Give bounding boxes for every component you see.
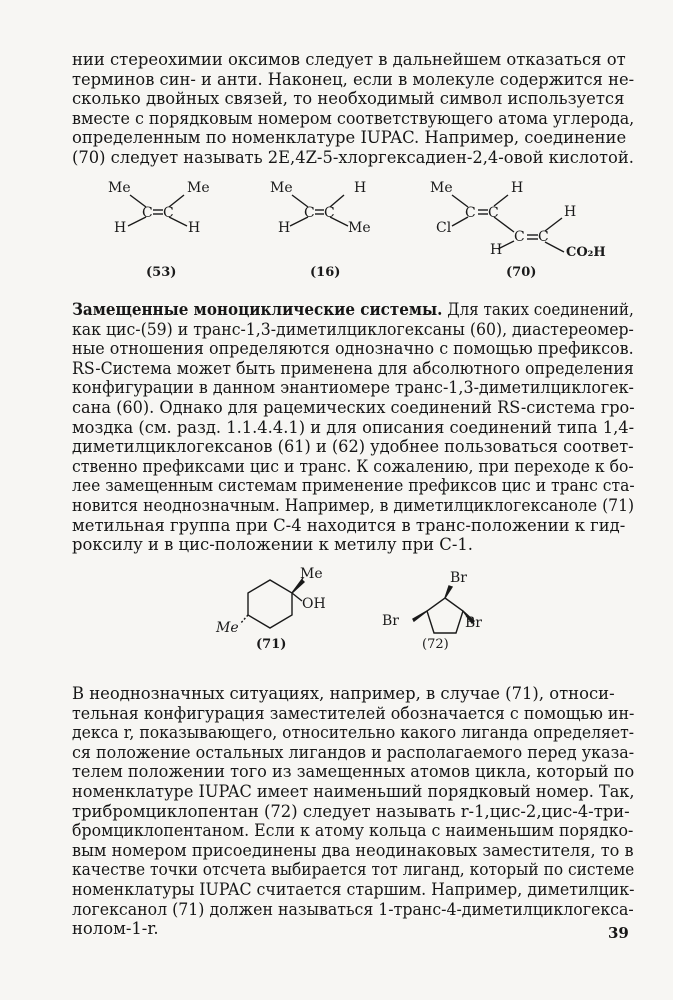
label-h: H (114, 220, 127, 236)
section-heading: Замещенные моноциклические системы. (72, 300, 443, 319)
text-line: новится неоднозначным. Например, в диметилциклогексаноле (71) (72, 495, 635, 515)
text-line: RS-Система может быть применена для абсолютного определения (72, 358, 634, 378)
label-c: C (142, 205, 153, 221)
compound-number-71: (71) (256, 637, 287, 652)
text-line: диметилциклогексанов (61) и (62) удобнее пользоваться соответ- (72, 437, 634, 457)
text-line: вым номером присоединены два неодинаковых заместителя, то в (72, 840, 634, 860)
label-c: C (304, 205, 315, 221)
label-oh: OH (302, 596, 326, 612)
label-c: C (465, 205, 476, 221)
label-cl: Cl (436, 220, 452, 236)
text-line: телем положении того из замещенных атомов цикла, который по (72, 762, 635, 782)
label-c: C (488, 205, 499, 221)
label-me: Me (187, 180, 210, 196)
text-line: (70) следует называть 2E,4Z-5-хлоргексадиен-2,4-овой кислотой. (72, 147, 634, 167)
text-line: нолом-1-r. (72, 919, 159, 939)
compound-number-72: (72) (422, 637, 449, 652)
label-c: C (324, 205, 335, 221)
text-fragment: Для таких соединений, (442, 300, 634, 319)
text-line: ся положение остальных лигандов и располагаемого перед указа- (72, 742, 635, 762)
label-h: H (511, 180, 524, 196)
label-me: Me (430, 180, 453, 196)
paragraph-3 (72, 684, 634, 939)
text-line: лее замещенным системам применение префиксов цис и транс ста- (72, 476, 635, 496)
text-line: сана (60). Однако для рацемических соединений RS-система гро- (72, 397, 635, 417)
structure-71 (240, 578, 304, 628)
label-me: Me (270, 180, 293, 196)
label-c: C (514, 229, 525, 245)
compound-number-70: (70) (506, 265, 537, 280)
text-line: ственно префиксами цис и транс. К сожалению, при переходе к бо- (72, 456, 634, 476)
text-line: сколько двойных связей, то необходимый символ используется (72, 89, 625, 109)
text-line: номенклатуры IUPAC считается старшим. Например, диметилцик- (72, 879, 635, 899)
label-h: H (354, 180, 367, 196)
text-line: моздка (см. разд. 1.1.4.4.1) и для описания соединений типа 1,4- (72, 417, 635, 437)
text-line: номенклатуре IUPAC имеет наименьший порядковый номер. Так, (72, 781, 635, 801)
label-me: Me (348, 220, 371, 236)
compound-number-53: (53) (146, 265, 177, 280)
label-c: C (538, 229, 549, 245)
text-line: логексанол (71) должен называться 1-транс-4-диметилциклогекса- (72, 899, 634, 919)
page-number: 39 (608, 924, 629, 942)
text-line: вместе с порядковым номером соответствующего атома углерода, (72, 108, 635, 128)
text-line: В неоднозначных ситуациях, например, в случае (71), относи- (72, 684, 615, 703)
text-line: трибромциклопентан (72) следует называть r-1,цис-2,цис-4-три- (72, 801, 630, 821)
text-line: бромциклопентаном. Если к атому кольца с наименьшим порядко- (72, 821, 634, 841)
label-br: Br (450, 570, 467, 586)
compound-number-16: (16) (310, 265, 341, 280)
label-co2h: CO₂H (566, 245, 606, 260)
text-line: конфигурации в данном энантиомере транс-1,3-диметилциклогек- (72, 378, 634, 398)
text-line: декса r, показывающего, относительно какого лиганда определяет- (72, 723, 635, 743)
label-h: H (278, 220, 291, 236)
text-line: как цис-(59) и транс-1,3-диметилциклогексаны (60), диастереомер- (72, 319, 634, 339)
label-br: Br (465, 615, 482, 631)
label-h: H (490, 242, 503, 258)
text-line: ные отношения определяются однозначно с помощью префиксов. (72, 339, 634, 359)
label-c: C (163, 205, 174, 221)
text-line: роксилу и в цис-положении к метилу при С-1. (72, 535, 473, 555)
label-h: H (564, 204, 577, 220)
text-line: терминов син- и анти. Наконец, если в молекуле содержится не- (72, 69, 635, 89)
label-me: Me (108, 180, 131, 196)
label-br: Br (382, 613, 399, 629)
text-line: определенным по номенклатуре IUPAC. Например, соединение (72, 128, 627, 148)
text-line: качестве точки отсчета выбирается тот лиганд, который по системе (72, 860, 635, 880)
text-line: метильная группа при С-4 находится в транс-положении к гид- (72, 515, 626, 535)
label-me: Me (300, 566, 323, 582)
text-line: нии стереохимии оксимов следует в дальнейшем отказаться от (72, 50, 626, 69)
text-line: тельная конфигурация заместителей обозначается с помощью ин- (72, 703, 635, 723)
label-h: H (188, 220, 201, 236)
label-me: Me (216, 620, 239, 636)
